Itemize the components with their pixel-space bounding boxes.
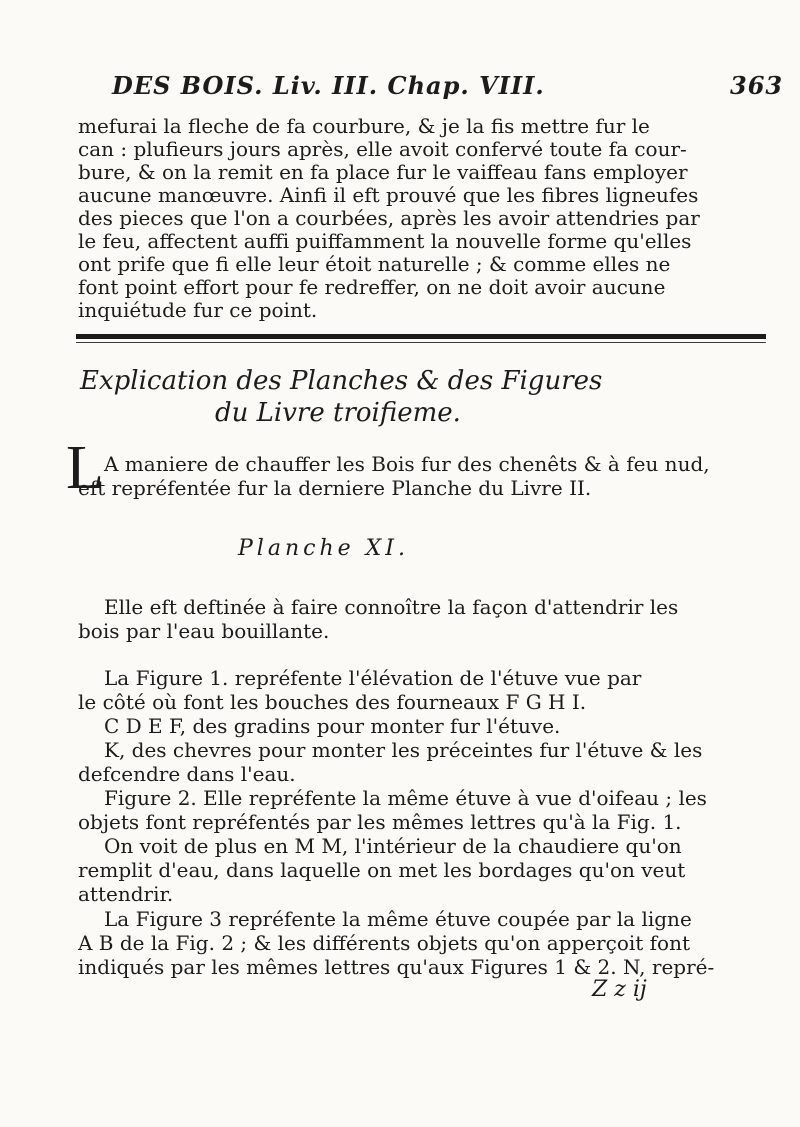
- text-line: bois par l'eau bouillante.: [78, 619, 330, 643]
- section-divider-thick: [76, 334, 766, 339]
- section-divider-thin: [76, 342, 766, 343]
- page-number: 363: [730, 71, 784, 100]
- drop-cap: L: [66, 434, 104, 502]
- text-line: remplit d'eau, dans laquelle on met les bordages qu'on veut: [78, 858, 686, 882]
- text-line: eft repréfentée fur la derniere Planche du Livre II.: [78, 476, 592, 500]
- running-header: DES BOIS. Liv. III. Chap. VIII.: [112, 71, 545, 100]
- text-line: objets font repréfentés par les mêmes lettres qu'à la Fig. 1.: [78, 810, 682, 834]
- text-line: Figure 2. Elle repréfente la même étuve à vue d'oifeau ; les: [104, 786, 707, 810]
- text-line: des pieces que l'on a courbées, après les avoir attendries par: [78, 206, 700, 230]
- text-line: mefurai la fleche de fa courbure, & je la fis mettre fur le: [78, 114, 650, 138]
- text-line: Elle eft deftinée à faire connoître la façon d'attendrir les: [104, 595, 679, 619]
- text-line: On voit de plus en M M, l'intérieur de la chaudiere qu'on: [104, 834, 682, 858]
- text-line: C D E F, des gradins pour monter fur l'étuve.: [104, 714, 561, 738]
- text-line: A maniere de chauffer les Bois fur des chenêts & à feu nud,: [104, 452, 710, 476]
- section-title: Explication des Planches & des Figures: [80, 366, 603, 396]
- text-line: indiqués par les mêmes lettres qu'aux Figures 1 & 2. N, repré-: [78, 955, 715, 979]
- text-line: defcendre dans l'eau.: [78, 762, 296, 786]
- text-line: La Figure 3 repréfente la même étuve coupée par la ligne: [104, 907, 692, 931]
- text-line: le côté où font les bouches des fourneaux F G H I.: [78, 690, 587, 714]
- text-line: La Figure 1. repréfente l'élévation de l'étuve vue par: [104, 666, 642, 690]
- plate-heading: Planche XI.: [238, 536, 409, 561]
- text-line: attendrir.: [78, 882, 174, 906]
- text-line: can : plufieurs jours après, elle avoit confervé toute fa cour-: [78, 137, 687, 161]
- text-line: le feu, affectent auffi puiffamment la nouvelle forme qu'elles: [78, 229, 692, 253]
- signature-mark: Z z ij: [592, 977, 647, 1002]
- text-line: ont prife que fi elle leur étoit naturelle ; & comme elles ne: [78, 252, 671, 276]
- section-subtitle: du Livre troifieme.: [215, 398, 461, 428]
- text-line: font point effort pour fe redreffer, on ne doit avoir aucune: [78, 275, 666, 299]
- text-line: bure, & on la remit en fa place fur le vaiffeau fans employer: [78, 160, 688, 184]
- text-line: A B de la Fig. 2 ; & les différents objets qu'on apperçoit font: [78, 931, 691, 955]
- text-line: K, des chevres pour monter les préceintes fur l'étuve & les: [104, 738, 703, 762]
- text-line: aucune manœuvre. Ainfi il eft prouvé que les fibres ligneufes: [78, 183, 699, 207]
- text-line: inquiétude fur ce point.: [78, 298, 318, 322]
